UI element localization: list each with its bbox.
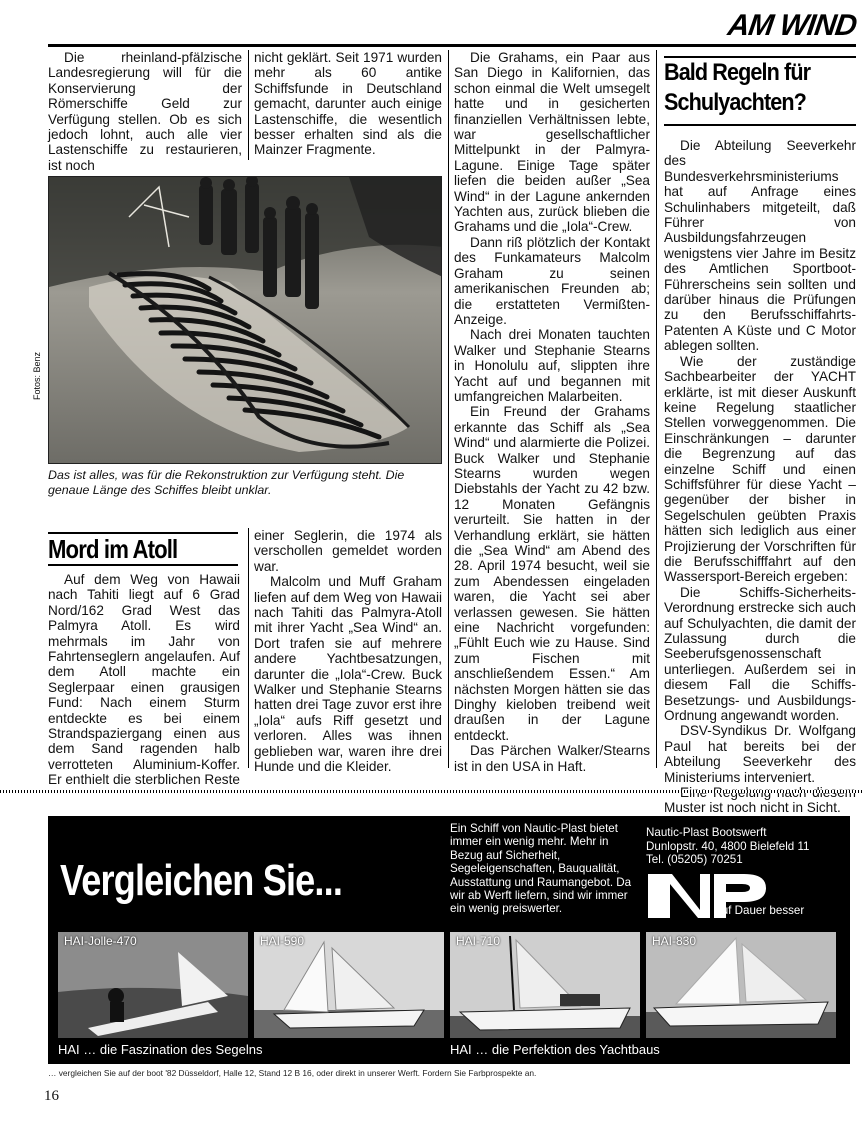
mord-article-col2: einer Seglerin, die 1974 als verschollen gemeldet worden war. Malcolm und Muff Graham liefen auf dem Weg von Hawaii nach Tahiti das Palmyra-Atoll mit ihrer Yacht „Sea Wind“ an. Dort trafen sie auf mehrere andere Yachtbesatzungen, darunter die „Iola“-Crew. Buck Walker und Stephanie Stearns hatten drei Tage zuvor erst ihre „Iola“ aufs Riff gesetzt und verloren. Alles was ihnen geblieben war, waren ihre drei Hunde und die Kleider. (254, 528, 442, 775)
ad-tagline-left: HAI … die Faszination des Segelns (58, 1042, 263, 1057)
nautic-plast-advertisement (48, 816, 850, 1064)
ad-address: Nautic-Plast Bootswerft Dunlopstr. 40, 4800 Bielefeld 11 Tel. (05205) 70251 (646, 826, 810, 867)
ad-footnote: … vergleichen Sie auf der boot '82 Düsseldorf, Halle 12, Stand 12 B 16, oder direkt in unserer Werft. Fordern Sie Farbprospekte an. (48, 1068, 537, 1078)
headline-schulyachten: Bald Regeln für Schulyachten? (664, 56, 856, 126)
ad-headline: Vergleichen Sie... (60, 856, 343, 905)
ad-separator (0, 790, 864, 793)
top-rule (48, 44, 856, 47)
column-divider (248, 50, 249, 160)
boat-photo-hai-710: HAI-710 (450, 932, 640, 1038)
ad-copy: Ein Schiff von Nautic-Plast bietet immer ein wenig mehr. Mehr in Bezug auf Sicherheit, Segeleigenschaften, Bauqualität, Ausstattung und Raumangebot. Da wir ab Werft liefern, sind wir immer ein wenig preiswerter. (450, 822, 632, 916)
mord-article-col1: Auf dem Weg von Hawaii nach Tahiti liegt auf 6 Grad Nord/162 Grad West das Palmyra Atoll. Es wird mehrmals im Jahr von Fahrtenseglern angelaufen. Auf dem Atoll machte ein Seglerpaar einen grausigen Fund: Nach einem Sturm entdeckte es bei einem Strandspaziergang einen aus dem Sand ragenden halb verrotteten Aluminium-Koffer. Er enthielt die sterblichen Reste (48, 572, 240, 788)
headline-mord-im-atoll: Mord im Atoll (48, 532, 238, 566)
section-masthead: AM WIND (632, 8, 856, 44)
ad-tagline-right: HAI … die Perfektion des Yachtbaus (450, 1042, 660, 1057)
boat-photo-hai-590: HAI-590 (254, 932, 444, 1038)
mord-article-col3: Die Grahams, ein Paar aus San Diego in Kalifornien, das schon einmal die Welt umsegelt hatte und in gesicherten finanziellen Verhältnissen lebte, war gesellschaftlicher Mittelpunkt in der Palmyra-Lagune. Einige Tage später liefen die beiden außer „Sea Wind“ in der Lagune ankernden Yachten aus, zurück blieben die Grahams und die „Iola“-Crew. Dann riß plötzlich der Kontakt des Funkamateurs Malcolm Graham zu seinen amerikanischen Freunden ab; die erstatteten Vermißten-Anzeige. Nach drei Monaten tauchten Walker und Stephanie Stearns in Honolulu auf, slippten ihre Yacht auf und begannen mit umfangreichen Malarbeiten. Ein Freund der Grahams erkannte das Schiff als „Sea Wind“ und alarmierte die Polizei. Buck Walker und Stephanie Stearns wurden wegen Diebstahls der Yacht zu 42 bzw. 12 Monaten Gefängnis verurteilt. Sie hatten in der Verhandlung erklärt, sie hätten die „Sea Wind“ am Abend des 28. April 1974 besucht, weil sie zum Abendessen eingeladen waren, die Yacht sei aber verlassen gewesen. Sie hätten eine Nachricht vorgefunden: „Fühlt Euch wie zu Hause. Sind zum Fischen mit anschließendem Essen.“ Am nächsten Morgen hätten sie das Dinghy kieloben treibend weit draußen in der Lagune entdeckt. Das Pärchen Walker/Stearns ist in den USA in Haft. (454, 50, 650, 774)
boat-photo-hai-830: HAI-830 (646, 932, 836, 1038)
roman-ships-text-col2: nicht geklärt. Seit 1971 wurden mehr als 60 antike Schiffsfunde in Deutschland gemacht, darunter auch einige Lastenschiffe, die wesentlich besser erhalten sind als die Mainzer Fragmente. (254, 50, 442, 158)
photo-caption: Das ist alles, was für die Rekonstruktion zur Verfügung steht. Die genaue Länge des Schiffes bleibt unklar. (48, 468, 405, 497)
roman-ships-text-col1: Die rheinland-pfälzische Landesregierung will für die Konservierung der Römerschiffe Geld zur Verfügung stellen. Ob es sich jedoch lohnt, auch alle vier Lastenschiffe zu restaurieren, ist noch (48, 50, 242, 173)
page-number: 16 (44, 1088, 59, 1104)
column-divider (656, 50, 657, 768)
regeln-article-col: Die Abteilung Seeverkehr des Bundesverkehrsministeriums hat auf Anfrage eines Schulinhabers mitgeteilt, daß Führer von Ausbildungsfahrzeugen wenigstens vier Jahre im Besitz des Amtlichen Sportboot-Führerscheins sein sollten und darüber hinaus die Prüfungen zu den Berufsschiffahrts-Patenten A Küste und C Motor ablegen sollten. Wie der zuständige Sachbearbeiter der YACHT erklärte, ist mit dieser Auskunft keine Regelung staatlicher Stellen vorweggenommen. Die Einschränkungen – darunter die Begrenzung auf das einzelne Schiff und einen Schiffsführer für diese Yacht – gegenüber der bisher in Segelschulen geübten Praxis hätten sich lediglich aus einer Projizierung der Vorschriften für die Berufsschifffahrt auf den Wassersport-Bereich ergeben: Die Schiffs-Sicherheits-Verordnung erstrecke sich auch auf Schulyachten, die damit der Zulassung durch die Seeberufsgenossenschaft unterliegen. Außerdem sei in diesem Fall die Schiffs-Besetzungs- und Ausbildungs-Ordnung angewandt worden. DSV-Syndikus Dr. Wolfgang Paul hat bereits bei der Abteilung Seeverkehr des Ministeriums interveniert. Muster ist noch nicht in Sicht. (664, 138, 856, 816)
ad-slogan: Auf Dauer besser (714, 904, 805, 917)
photo-credit: Fotos: Benz (32, 351, 42, 400)
column-divider (248, 528, 249, 768)
boat-photo-hai-jolle-470: HAI-Jolle-470 (58, 932, 248, 1038)
column-divider (448, 50, 449, 768)
roman-ship-excavation-photo (48, 176, 442, 464)
